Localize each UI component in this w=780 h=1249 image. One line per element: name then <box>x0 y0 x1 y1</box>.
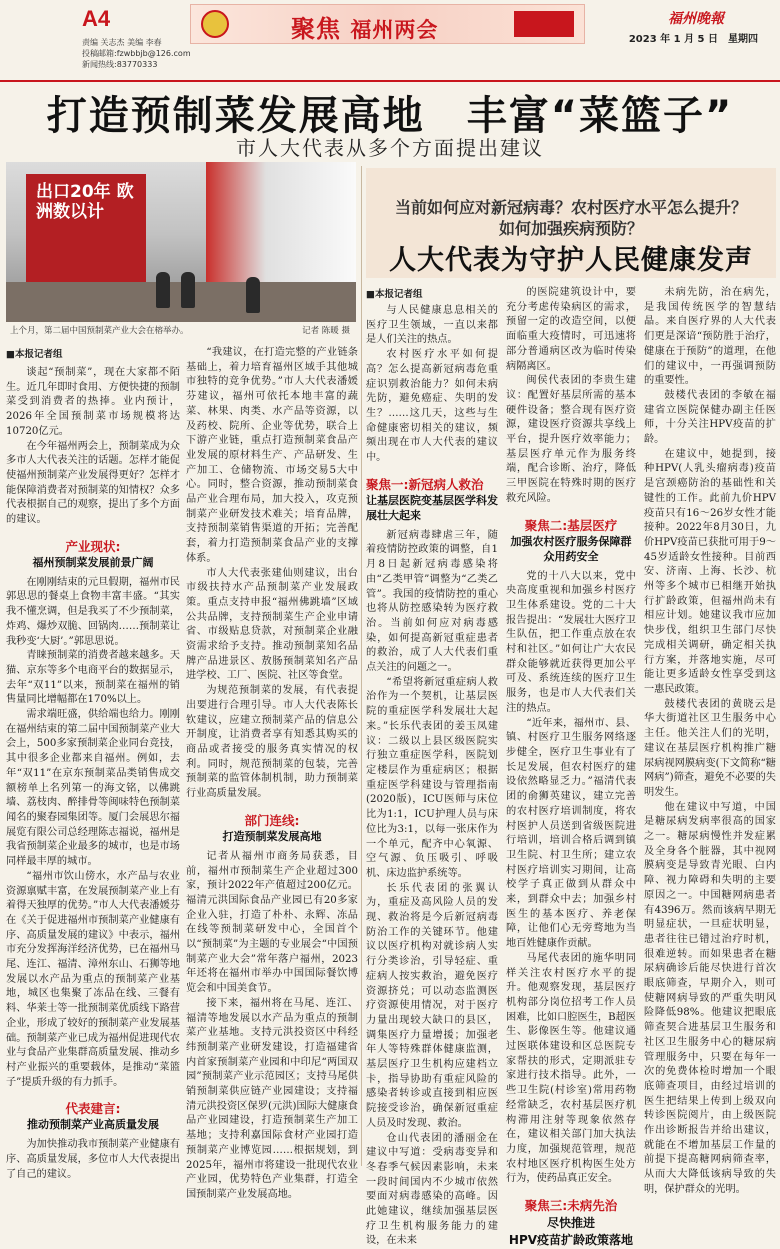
section-title: 加强农村医疗服务保障群众用药安全 <box>510 534 632 563</box>
paragraph: “我建议，在打造完整的产业链条基础上，着力培育福州区域手其他城市独特的竞争优势。”市人大代表潘媛芬建议，福州可依托本地丰富的蔬菜、林果、肉类、水产品等资源，以及药校、院所、企业等优势，联合上下游产业链，重点打造预制菜食品产业发展的原材料生产、产品研发、生产加工、仓储物流、市场交易5大中心。同时，整合资源，推动预制菜食品产业合理布局，加大投入，攻克预制菜产业研发技术难关；培育品牌，支持预制菜销售渠道的开拓；完善配套，着力打造预制菜食品产业的支撑体系。 <box>186 347 358 564</box>
header-divider <box>0 80 780 82</box>
paragraph: 闽侯代表团的李贵生建议：配置好基层所需的基本硬件设备；整合现有医疗资源，建设医疗资源共享线上平台，提升医疗效率能力；基层医疗单元作为服务终端，配合诊断、治疗，降低三甲医院在特殊时期的医疗救充风险。 <box>506 375 636 504</box>
section-label: 聚焦一:新冠病人救治 <box>366 476 484 492</box>
story2-question-line1: 当前如何应对新冠病毒？农村医疗水平怎么提升？ <box>394 198 747 217</box>
story1-column-2 <box>186 346 358 1200</box>
photo-person <box>181 272 195 308</box>
story2-byline: ■本报记者组 <box>366 289 423 300</box>
main-subheadline: 市人大代表从多个方面提出建议 <box>236 136 544 160</box>
paragraph: 长乐代表团的张翼认为，重症及高风险人员的发现、救治将是今后新冠病毒防治工作的关键环节。他建议以医疗机构对就诊病人实行分类诊治，引导轻症、重症病人按实救治，避免医疗资源挤兑；可以动态监测医疗资源使用情况，对于医疗力量出现较大缺口的县区，调集医疗力量增援；加强老年人等特殊群体健康监测，基层医疗卫生机构应建档立卡，指导协助有重症风险的感染者转诊或直接到相应医院接受诊治，确保新冠重症人员及时发现、救治。 <box>366 882 498 1129</box>
photo-booth-sign: 出口20年 欧洲数以计 <box>36 182 134 222</box>
section-title: 尽快推进 <box>546 1216 595 1231</box>
photo-caption-text: 上个月，第二届中国预制菜产业大会在榕举办。 <box>10 326 189 336</box>
section-heading <box>186 811 358 844</box>
story1-column-1 <box>6 366 180 1180</box>
paragraph: 为规范预制菜的发展，有代表提出要进行合理引导。市人大代表陈长钦建议，应建立预制菜产品的信息公开制度，让消费者享有知悉其购买的商品或者接受的服务真实情况的权利。同时，规范预制菜的包装，完善预制菜的监管体制机制，助力预制菜行业高质量发展。 <box>186 685 358 800</box>
photo-person <box>246 277 260 313</box>
section-label: 部门连线: <box>244 812 300 828</box>
story2-column-2 <box>506 286 636 1248</box>
paragraph: “希望将新冠重症病人救治作为一个契机，让基层医院的重症医学科发展壮大起来。”长乐代表团的姜玉凤建议：二级以上县区级医院实行独立重症医学科，医院划定楼层作为重症病区；根据重症医学科建设与管理指南(2020版)，ICU医师与床位比为1:1，ICU护理人员与床位比为3:1，以每一张床作为一个单元，配齐中心氧源、空气源、负压吸引、呼吸机、床边监护系统等。 <box>366 676 498 879</box>
section-label: 产业现状: <box>65 538 121 554</box>
section-title: HPV疫苗扩龄政策落地 <box>508 1233 634 1248</box>
section-title: 推动预制菜产业高质量发展 <box>27 1118 159 1132</box>
section-title: 福州预制菜发展前景广阔 <box>32 555 154 569</box>
paragraph: 仓山代表团的潘丽金在建议中写道：受病毒变异和冬春季气候因素影响，未来一段时间国内不少城市依然要面对病毒感染的高峰。因此她建议，继续加强基层医疗卫生机构服务能力的建设，在未来 <box>366 1132 498 1247</box>
paragraph: 农村医疗水平如何提高？怎么提高新冠病毒危重症识别救治能力？如何未病先防，避免癌症、失明的发生？……这几天，这些与生命健康密切相关的建议，频频出现在市人大代表的建议中。 <box>366 349 498 464</box>
submission-email: 投稿邮箱:fzwbbjb@126.com <box>82 49 191 58</box>
page-number: A4 <box>82 6 111 31</box>
section-heading <box>6 1099 180 1132</box>
paragraph: “福州市饮山傍水，水产品与农业资源禀赋丰富，在发展预制菜产业上有着得天独厚的优势。”市人大代表潘媛芬在《关于促进福州市预制菜产业健康有序、高质量发展的建议》中表示，福州市充分发挥海洋经济优势，已在福州马尾、连江、福清、漳州东山、石狮等地发展以水产品为重点的预制菜产业基地，城区也集聚了冻品在线、三餐有料、华莱士等一批预制菜优质线下路营企业，形成了较好的预制菜产业发展基础。预制菜产业已成为福州促进现代农业与食品产业集群高质量发展、推动乡村产业振兴的重要载体，是推动“菜篮子”提质升级的有力抓手。 <box>6 870 180 1088</box>
story1-intro <box>6 366 180 528</box>
main-headline: 打造预制菜发展高地 丰富“菜篮子” <box>46 93 734 139</box>
photo-person <box>156 272 170 308</box>
story2-column-1 <box>366 304 498 1247</box>
section-heading <box>366 475 498 523</box>
story2-column-3 <box>644 286 776 1195</box>
paragraph: 谈起“预制菜”，现在大家都不陌生。近几年即时食用、方便快捷的预制菜受到消费者的热捧。业内预计，2026年全国预制菜市场规模将达10720亿元。 <box>6 367 180 437</box>
story2-headline: 人大代表为守护人民健康发声 <box>389 245 753 276</box>
paragraph: 与人民健康息息相关的医疗卫生领域，一直以来都是人们关注的热点。 <box>366 305 498 346</box>
paragraph: 鼓楼代表团的李敏在福建省立医院保健办副主任医师，十分关注HPV疫苗的扩龄。 <box>644 389 776 446</box>
expo-photo <box>6 162 356 322</box>
paragraph: 青睐预制菜的消费者越来越多。天猫、京东等多个电商平台的数据显示，去年“双11”以来，预制菜在福州的销售量同比增幅都在170%以上。 <box>6 650 180 706</box>
section-heading <box>506 1196 636 1248</box>
column-divider <box>361 166 362 1166</box>
editor-names: 责编 关志杰 美编 李春 <box>82 38 162 47</box>
banner-title-part1: 聚焦 <box>291 14 341 43</box>
paragraph: 在刚刚结束的元旦假期，福州市民郭思思的餐桌上食物丰富丰盛。“其实我不懂烹调，但是我买了不少预制菜，炸鸡、爆炒双脆、回锅肉……预制菜让我秒变‘大厨’。”郭思思说。 <box>6 576 180 647</box>
banner-title-part2: 福州两会 <box>350 17 439 42</box>
section-title: 打造预制菜发展高地 <box>222 829 322 843</box>
section-title: 让基层医院变基层医学科发展壮大起来 <box>366 493 498 522</box>
paragraph: 需求端旺盛，供给端也给力。刚刚在福州结束的第二届中国预制菜产业大会上，500多家预制菜企业同台竞技，其中很多企业都来自福州。例如，去年“双11”在京东预制菜品类销售成交额榜单上名列第一的海文铭，以佛跳墙、荔枝肉、醉排骨等闽味特色预制菜闻名的聚春园集团等。厦门会展思尔福展览有限公司总经理陈志福说，福州是我省预制菜企业最多的城市，也是市场同样最丰厚的城市。 <box>6 709 180 868</box>
section-heading <box>6 537 180 570</box>
editor-info <box>82 37 191 70</box>
flag-decoration <box>514 11 574 37</box>
paragraph: 在今年福州两会上，预制菜成为众多市人大代表关注的话题。怎样才能促使福州预制菜产业发展得更好？怎样才能保障消费者对预制菜的知情权？众多代表根据自己的观察，提出了多个方面的建议。 <box>6 440 180 526</box>
paragraph: “近年来，福州市、县、镇、村医疗卫生服务网络逐步健全，医疗卫生事业有了长足发展，但农村医疗的建设依然略显乏力。”福清代表团的俞狮英建议，建立完善的农村医疗培训制度，将农村医护人员送到省级医院进行培训，培训合格后调到镇卫生院、村卫生所；建立农村医疗培训实习期间，让高校学子真正做到从群众中来，到群众中去；加强乡村医生的基本医疗、养老保障，让他们心无旁骛地为当地百姓健康作贡献。 <box>506 717 636 950</box>
paragraph: 为加快推动我市预制菜产业健康有序、高质量发展，多位市人大代表提出了自己的建议。 <box>6 1139 180 1180</box>
section-label: 聚焦二:基层医疗 <box>524 517 618 533</box>
section-banner <box>190 4 585 44</box>
section-label: 代表建言: <box>65 1101 121 1117</box>
photo-caption <box>10 324 350 336</box>
paragraph: 未病先防，治在病先，是我国传统医学的智慧结晶。来自医疗界的人大代表们更是深谙“预防胜于治疗，健康在于预防”的道理，在他们的建议中，一再强调预防的重要性。 <box>644 287 776 387</box>
section-heading <box>506 516 636 564</box>
banner-title <box>291 9 438 44</box>
paragraph: 新冠病毒肆虐三年，随着疫情防控政策的调整，自1月8日起新冠病毒感染将由“乙类甲管”调整为“乙类乙管”。我国的疫情防控的重心也将从防控感染转为医疗救治。当前如何应对病毒感染，如何提高新冠重症患者的救治，成了人大代表们重点关注的问题之一。 <box>366 529 498 674</box>
national-emblem-icon <box>201 10 229 38</box>
paragraph: 他在建议中写道，中国是糖尿病发病率很高的国家之一。糖尿病慢性并发症累及全身各个脏器，其中视网膜病变是导致青光眼、白内障、视力障碍和失明的主要原因之一。中国糖网病患者有4396万。然而该病早期无明显症状，一旦症状明显，患者往往已错过治疗时机，很难逆转。而如果患者在糖尿病确诊后能尽快进行首次眼底筛查，早期介入，则可使糖网病导致的严重失明风险降低98%。他建议把眼底筛查契合进基层卫生服务和社区卫生服务中心的糖尿病管理服务中，只要在每年一次的免费体检时增加一个眼底筛查项目，由经过培训的医生把结果上传到上级双向转诊医院阅片，由上级医院作出诊断报告并给出建议，就能在不增加基层工作量的前提下提高糖网病筛查率，从而大大降低该病导致的失明，保护群众的光明。 <box>644 801 776 1195</box>
paragraph: 市人大代表张建仙则建议，出台市级扶持水产品预制菜产业发展政策。重点支持申报“福州佛跳墙”区域公共品牌，支持预制菜生产企业申请省、市级贴息贷款，对预制菜企业融资需求给予支持。推动预制菜知名品牌产品进景区、敖肠预制菜知名产品进学校、工厂、医院、社区等食堂。 <box>186 567 358 682</box>
story2-question-line2: 如何加强疾病预防？ <box>498 219 643 238</box>
paragraph: 接下来，福州将在马尾、连江、福清等地发展以水产品为重点的预制菜产业基地。支持元洪投资区中科经纬预制菜产业研发建设，打造福建省内首家预制菜产业园和中印尼“两国双园”预制菜产业示范园区；支持马尾供销预制菜供应链产业园建设；支持福清元洪投资区保罗(元洪)国际大健康食品产业园建设，打造预制菜生产加工基地；支持利嘉国际食材产业园打造预制菜产业博览园……根据规划，到2025年，福州市将建设一批现代农业产业园，优势特色产业集群，打造全国预制菜产业发展高地。 <box>186 997 358 1200</box>
paragraph: 马尾代表团的施华明同样关注农村医疗水平的提升。他观察发现，基层医疗机构部分岗位招考工作人员困难，比如口腔医生，B超医生、影像医生等。他建议通过医联体建设和区总医院专家帮扶的形式，定期派驻专家进行技术指导。此外，一些卫生院(村诊室)常用药物经常缺乏，农村基层医疗机构滞用注射等现象依然存在，建议相关部门加大执法力度，加强规范管理，规范农村地区医疗机构医生处方行为，使药品真正安全。 <box>506 952 636 1185</box>
paragraph: 记者从福州市商务局获悉，目前，福州市预制菜生产企业超过300家，预计2022年产值超过200亿元。福清元洪国际食品产业园已有20多家企业入驻，打造了朴朴、永辉、冻品在线等预制菜研发中心，全国首个以“预制菜”为主题的专业展会“中国预制菜产业大会”常年落户福州，2023年还将在福州市举办中国国际餐饮博览会和中国美食节。 <box>186 850 358 995</box>
paragraph: 的医院建筑设计中，要充分考虑传染病区的需求，预留一定的改造空间，以便面临重大疫情时，可迅速将部分普通病区改为临时传染病隔离区。 <box>506 287 636 372</box>
publication-date: 2023 年 1 月 5 日 星期四 <box>628 34 758 45</box>
paragraph: 鼓楼代表团的黄晓云是华大街道社区卫生服务中心主任。他关注人们的光明，建议在基层医疗机构推广糖尿病视网膜病变(下文简称“糖网病”)筛查，避免不必要的失明发生。 <box>644 698 776 798</box>
photo-credit: 记者 陈暖 摄 <box>302 326 350 336</box>
paragraph: 在建议中，她提到，接种HPV(人乳头瘤病毒)疫苗是宫颈癌防治的基础性和关键性的工作。此前九价HPV疫苗只有16～26岁女性才能接种。2022年8月30日，九价HPV疫苗已获批可用于9～45岁适龄女性接种。目前西安、济南、上海、长沙、杭州等多个城市已相继开始执行扩龄政策，但福州尚未有相应计划。她建议我市应加快步伐，组织卫生部门尽快完成相关调研，确定相关执行方案，并落地实施，尽可能让更多适龄女性享受到这一惠民政策。 <box>644 448 776 695</box>
paragraph: 党的十八大以来，党中央高度重视和加强乡村医疗卫生体系建设。党的二十大报告提出：“发展壮大医疗卫生队伍，把工作重点放在农村和社区。”如何让广大农民群众能够就近获得更加公平可及、系统连续的医疗卫生服务，也是市人大代表们关注的热点。 <box>506 570 636 714</box>
news-hotline: 新闻热线:83770333 <box>82 60 158 69</box>
story1-byline: ■本报记者组 <box>6 349 63 360</box>
section-label: 聚焦三:未病先治 <box>524 1198 618 1214</box>
page-header <box>0 0 780 78</box>
newspaper-logo: 福州晚報 <box>668 11 724 27</box>
